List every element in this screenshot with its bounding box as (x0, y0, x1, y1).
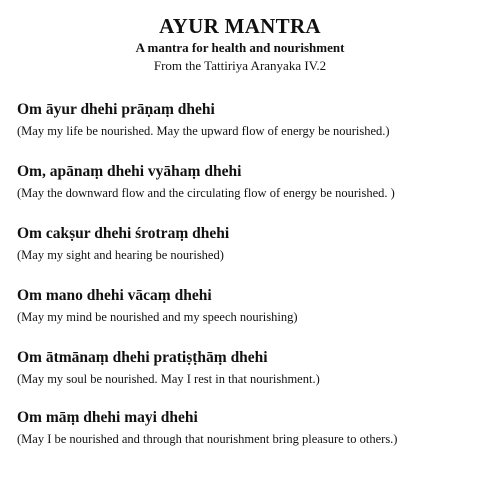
verse-1 (17, 100, 390, 140)
translation-line: (May my life be nourished. May the upward flow of energy be nourished.) (17, 124, 390, 138)
page-subtitle: A mantra for health and nourishment (135, 40, 345, 55)
mantra-line: Om mano dhehi vācaṃ dhehi (17, 287, 212, 304)
verse-2 (17, 162, 395, 202)
translation-line: (May I be nourished and through that nourishment bring pleasure to others.) (17, 432, 398, 446)
verse-5 (17, 348, 320, 388)
mantra-line: Om, apānaṃ dhehi vyāhaṃ dhehi (17, 163, 242, 180)
mantra-line: Om cakṣur dhehi śrotraṃ dhehi (17, 225, 230, 242)
verse-4 (17, 286, 298, 326)
mantra-line: Om āyur dhehi prāṇaṃ dhehi (17, 101, 215, 118)
source-line: From the Tattiriya Aranyaka IV.2 (153, 58, 327, 73)
mantra-line: Om māṃ dhehi mayi dhehi (17, 409, 198, 426)
translation-line: (May my mind be nourished and my speech nourishing) (17, 310, 298, 324)
translation-line: (May my sight and hearing be nourished) (17, 248, 224, 262)
verse-3 (17, 224, 229, 264)
translation-line: (May the downward flow and the circulating flow of energy be nourished. ) (17, 186, 395, 200)
mantra-line: Om ātmānaṃ dhehi pratiṣṭhāṃ dhehi (17, 349, 268, 366)
page-title: AYUR MANTRA (159, 14, 321, 38)
translation-line: (May my soul be nourished. May I rest in that nourishment.) (17, 372, 320, 386)
verse-6 (17, 408, 457, 448)
